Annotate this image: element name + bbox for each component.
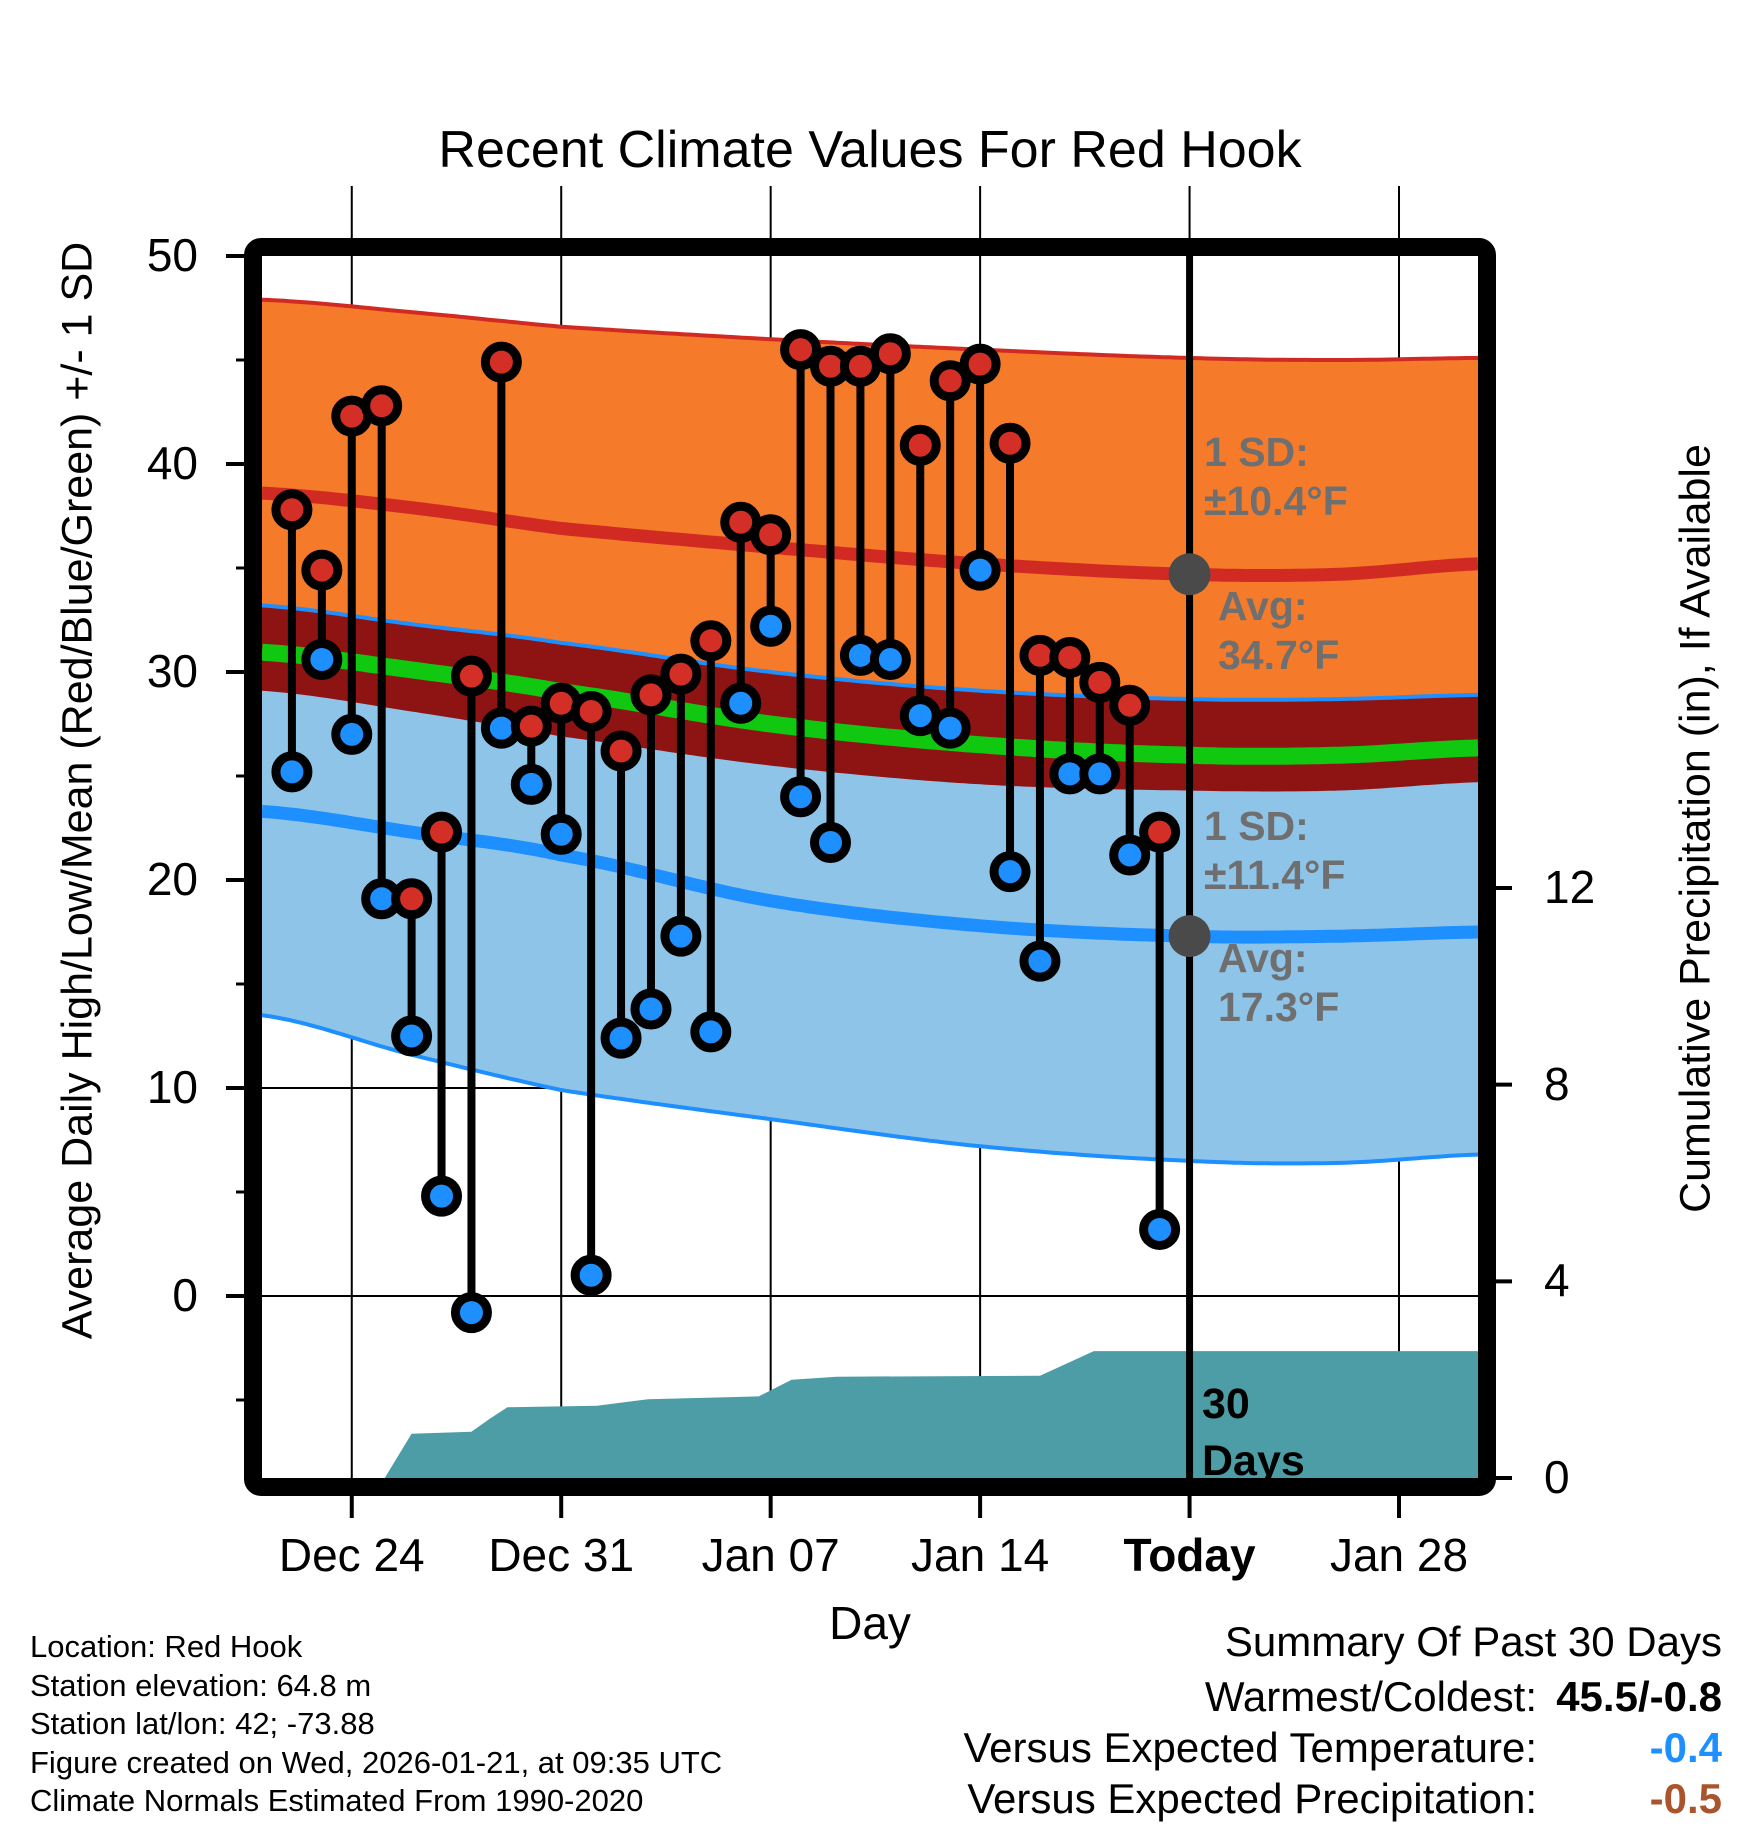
- low-dot: [336, 718, 368, 750]
- period-line2: Days: [1202, 1437, 1305, 1485]
- low-dot: [874, 644, 906, 676]
- summary-value: -0.5: [1649, 1775, 1722, 1822]
- summary-value: -0.4: [1649, 1724, 1722, 1771]
- high-dot: [755, 519, 787, 551]
- high-dot: [426, 816, 458, 848]
- summary-title: Summary Of Past 30 Days: [1224, 1618, 1722, 1665]
- avg-low-marker: [1169, 915, 1211, 957]
- high-avg-label: Avg:: [1218, 583, 1308, 629]
- high-dot: [994, 427, 1026, 459]
- low-dot: [396, 1020, 428, 1052]
- low-dot: [1084, 758, 1116, 790]
- high-avg-value: 34.7°F: [1218, 632, 1340, 678]
- high-sd-label: 1 SD:: [1204, 429, 1309, 475]
- y-tick-label-left: 10: [146, 1061, 198, 1113]
- low-dot: [695, 1016, 727, 1048]
- summary-row-vs-temperature: [963, 1724, 1722, 1771]
- low-sd-label: 1 SD:: [1204, 803, 1309, 849]
- low-dot: [755, 610, 787, 642]
- high-sd-annotation: [1204, 428, 1348, 526]
- summary-row-vs-precipitation: [963, 1775, 1722, 1822]
- low-dot: [1144, 1213, 1176, 1245]
- low-dot: [575, 1259, 607, 1291]
- low-dot: [725, 687, 757, 719]
- high-dot: [396, 883, 428, 915]
- low-dot: [994, 856, 1026, 888]
- high-dot: [366, 390, 398, 422]
- high-dot: [515, 710, 547, 742]
- low-avg-value: 17.3°F: [1218, 984, 1340, 1030]
- low-dot: [934, 712, 966, 744]
- left-axis-title: Average Daily High/Low/Mean (Red/Blue/Green) +/- 1 SD: [53, 241, 102, 1340]
- low-dot: [515, 768, 547, 800]
- high-dot: [485, 346, 517, 378]
- high-dot: [635, 679, 667, 711]
- high-dot: [1084, 666, 1116, 698]
- figure-created: Figure created on Wed, 2026-01-21, at 09:35 UTC: [30, 1744, 723, 1780]
- high-sd-value: ±10.4°F: [1204, 478, 1348, 524]
- y-tick-label-left: 30: [146, 645, 198, 697]
- x-tick-label: Dec 31: [488, 1529, 635, 1581]
- x-tick-label: Jan 07: [701, 1529, 840, 1581]
- period-annotation: [1202, 1376, 1305, 1490]
- x-tick-label: Today: [1123, 1529, 1256, 1581]
- low-avg-annotation: [1218, 934, 1339, 1032]
- summary-value: 45.5/-0.8: [1556, 1673, 1722, 1720]
- right-axis-title: Cumulative Precipitation (in), If Available: [1671, 444, 1720, 1213]
- low-dot: [276, 756, 308, 788]
- high-dot: [306, 554, 338, 586]
- climate-normals-note: Climate Normals Estimated From 1990-2020: [30, 1783, 644, 1818]
- station-elevation: Station elevation: 64.8 m: [30, 1667, 372, 1703]
- period-line1: 30: [1202, 1380, 1250, 1428]
- y-tick-label-left: 0: [172, 1269, 198, 1321]
- high-dot: [1054, 641, 1086, 673]
- low-dot: [964, 554, 996, 586]
- low-sd-value: ±11.4°F: [1204, 852, 1346, 898]
- summary-label: Versus Expected Precipitation:: [967, 1775, 1537, 1822]
- chart-title: Recent Climate Values For Red Hook: [438, 121, 1302, 179]
- y-tick-label-left: 50: [146, 229, 198, 281]
- y-tick-label-right: 12: [1544, 860, 1596, 913]
- high-dot: [964, 348, 996, 380]
- high-dot: [575, 696, 607, 728]
- high-dot: [665, 658, 697, 690]
- high-dot: [695, 625, 727, 657]
- avg-high-marker: [1169, 553, 1211, 595]
- summary-label: Versus Expected Temperature:: [963, 1724, 1537, 1771]
- low-dot: [545, 818, 577, 850]
- y-tick-label-left: 40: [146, 437, 198, 489]
- low-dot: [426, 1180, 458, 1212]
- high-avg-annotation: [1218, 582, 1339, 680]
- low-dot: [815, 827, 847, 859]
- summary-label: Warmest/Coldest:: [1204, 1673, 1537, 1720]
- low-dot: [605, 1022, 637, 1054]
- high-dot: [1114, 689, 1146, 721]
- low-dot: [635, 993, 667, 1025]
- low-dot: [665, 920, 697, 952]
- x-tick-label: Jan 28: [1329, 1529, 1469, 1581]
- low-dot: [785, 781, 817, 813]
- high-dot: [605, 735, 637, 767]
- x-tick-label: Jan 14: [911, 1529, 1050, 1581]
- low-dot: [306, 644, 338, 676]
- summary-block: [963, 1618, 1722, 1820]
- high-dot: [904, 429, 936, 461]
- station-latlon: Station lat/lon: 42; -73.88: [30, 1706, 375, 1741]
- high-dot: [874, 338, 906, 370]
- y-tick-label-right: 4: [1544, 1254, 1570, 1307]
- high-dot: [276, 494, 308, 526]
- low-dot: [455, 1297, 487, 1329]
- y-tick-label-left: 20: [146, 853, 198, 905]
- low-avg-label: Avg:: [1218, 935, 1308, 981]
- low-sd-annotation: [1204, 802, 1345, 900]
- y-tick-label-right: 0: [1544, 1451, 1570, 1503]
- precip-area: [385, 1351, 1478, 1478]
- x-tick-label: Dec 24: [278, 1529, 425, 1581]
- high-dot: [1144, 816, 1176, 848]
- station-info: [30, 1628, 722, 1821]
- x-axis-title: Day: [829, 1597, 911, 1649]
- station-location: Location: Red Hook: [30, 1629, 303, 1664]
- y-tick-label-right: 8: [1544, 1057, 1570, 1110]
- high-dot: [455, 660, 487, 692]
- low-dot: [1024, 945, 1056, 977]
- summary-row-warmest-coldest: [963, 1673, 1722, 1720]
- low-dot: [1114, 839, 1146, 871]
